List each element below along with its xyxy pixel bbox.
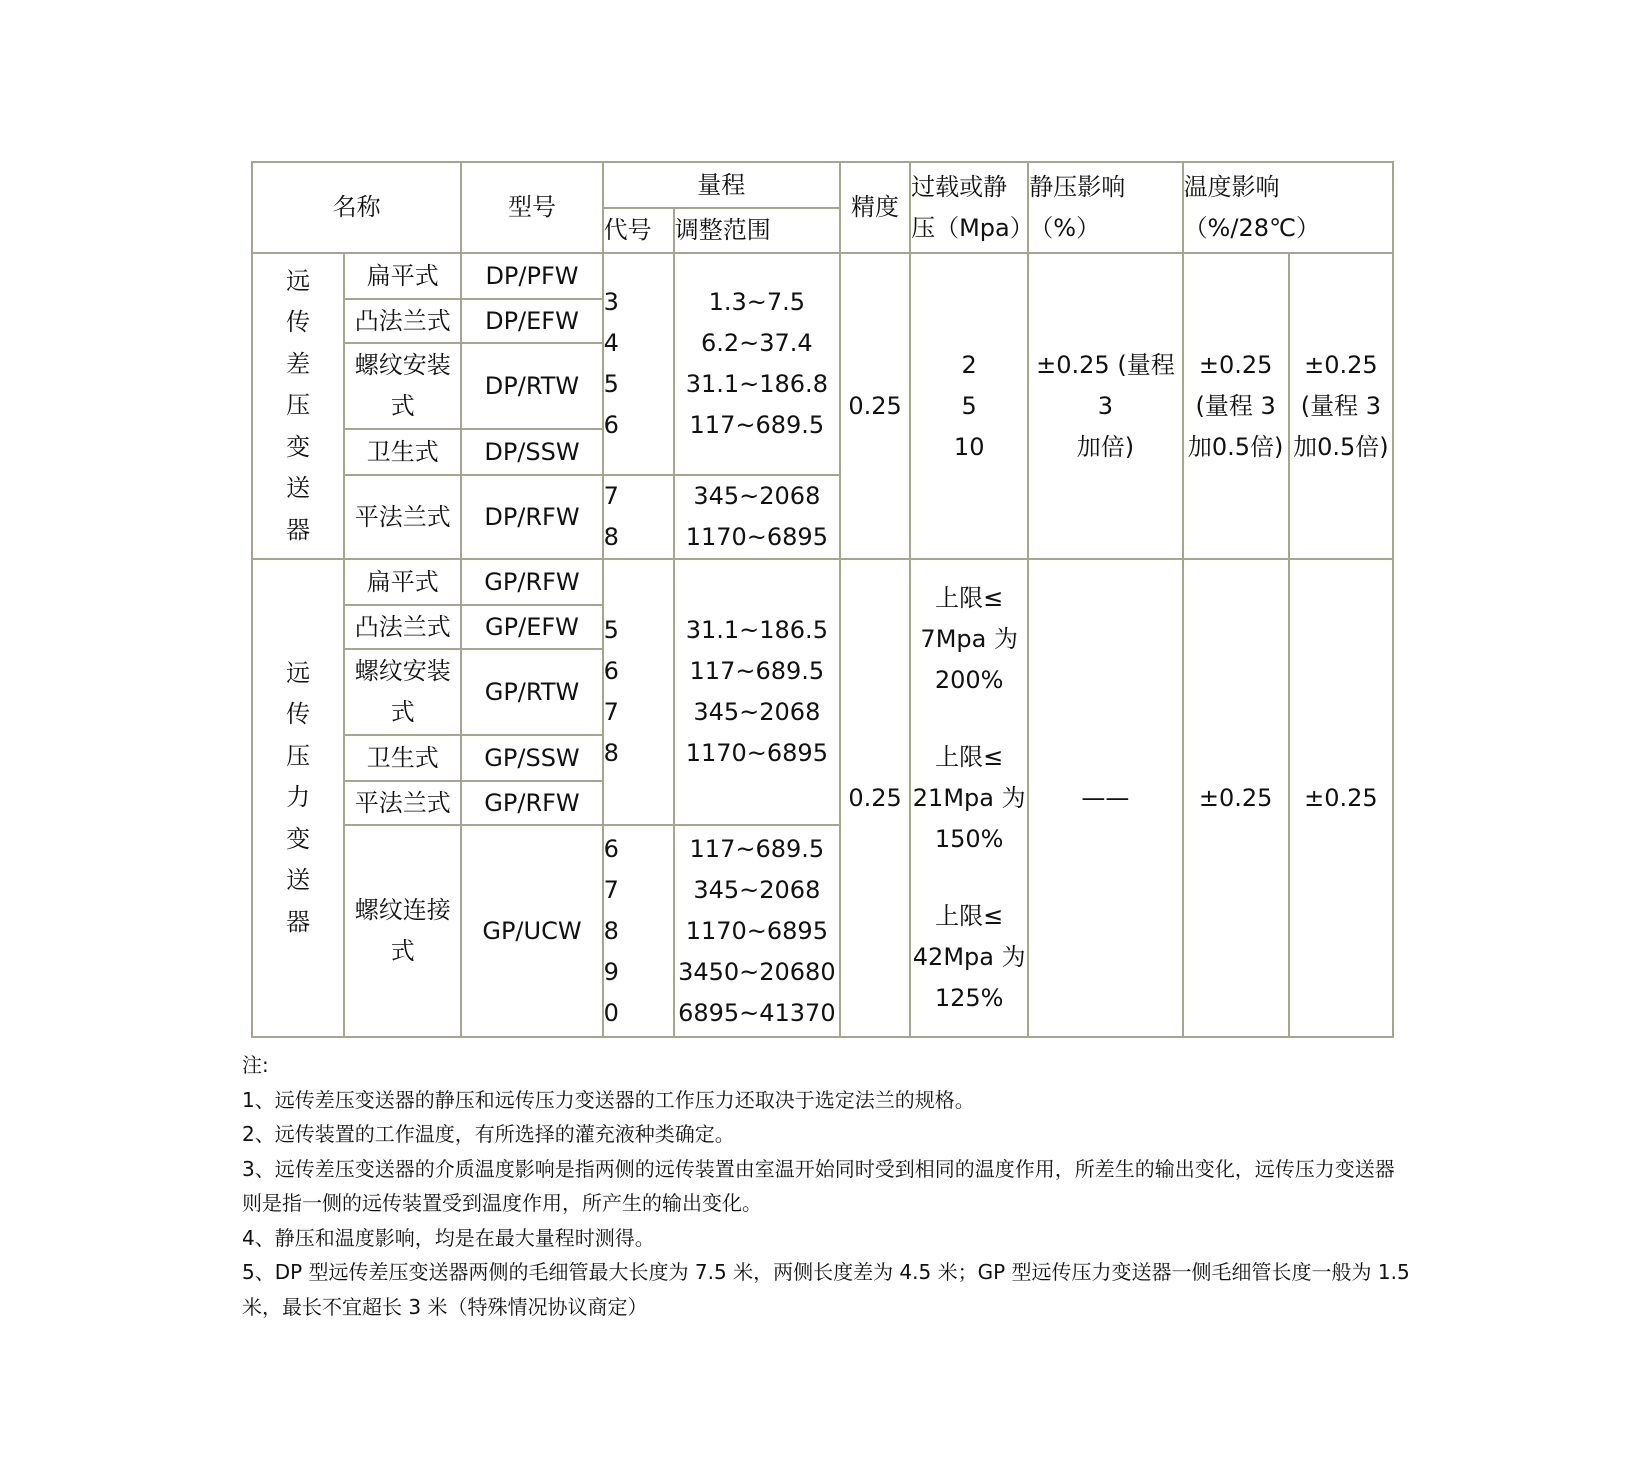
code: 8 <box>603 916 619 945</box>
gp-overload-line: 上限≤ <box>935 901 1004 930</box>
range: 1.3~7.5 <box>708 288 806 316</box>
gp-category-char: 远 <box>286 658 311 687</box>
gp-category-char: 变 <box>286 824 311 853</box>
gp-category-char: 器 <box>286 907 311 936</box>
gp-row-model: GP/RFW <box>461 781 602 825</box>
gp-overload-line: 7Mpa 为 <box>920 624 1018 653</box>
gp-row-name: 平法兰式 <box>344 781 461 825</box>
notes-title: 注: <box>242 1053 269 1077</box>
header-accuracy: 精度 <box>840 162 910 253</box>
gp-row-model: GP/SSW <box>461 735 602 781</box>
code: 8 <box>603 739 619 767</box>
dp-category-char: 远 <box>286 266 311 295</box>
range: 3450~20680 <box>678 957 836 986</box>
dp-overload-value: 5 <box>961 391 977 420</box>
gp-overload-line: 125% <box>934 983 1004 1012</box>
gp-row-name <box>344 825 461 1037</box>
range: 31.1~186.5 <box>685 616 828 644</box>
gp-row-model: GP/RFW <box>461 559 602 605</box>
gp-row-name: 凸法兰式 <box>344 605 461 649</box>
dp-static-line: 加倍) <box>1076 432 1135 461</box>
gp-row-name-line: 式 <box>390 698 415 726</box>
dp-temp-line: 加0.5倍) <box>1293 432 1389 461</box>
gp-static-effect: —— <box>1028 559 1182 1037</box>
note-item: 5、DP 型远传差压变送器两侧的毛细管最大长度为 7.5 米，两侧长度差为 4.5 米；GP 型远传压力变送器一侧毛细管长度一般为 1.5 米，最长不宜超长 3 米（特殊情况协议商定） <box>242 1260 1410 1319</box>
gp-temp-effect-a: ±0.25 <box>1183 559 1289 1037</box>
dp-temp-line: (量程 3 <box>1195 391 1276 420</box>
header-model: 型号 <box>461 162 602 253</box>
code: 6 <box>603 411 619 439</box>
gp-row-name: 扁平式 <box>344 559 461 605</box>
notes <box>242 1048 1412 1324</box>
gp-row-name <box>344 649 461 735</box>
dp-static-effect <box>1028 253 1182 559</box>
range: 345~2068 <box>693 875 821 904</box>
gp-overload-line: 上限≤ <box>935 583 1004 612</box>
gp-overload-line: 200% <box>934 665 1004 694</box>
header-range: 量程 <box>603 162 840 208</box>
header-overload-line1: 过载或静 <box>911 172 1008 201</box>
range: 117~689.5 <box>689 834 825 863</box>
code: 7 <box>603 698 619 726</box>
dp-row-model: DP/RTW <box>461 343 602 429</box>
code: 6 <box>603 834 619 863</box>
code: 4 <box>603 329 619 357</box>
code: 7 <box>603 875 619 904</box>
code: 6 <box>603 657 619 685</box>
dp-overload <box>910 253 1028 559</box>
dp-category-char: 传 <box>286 308 311 337</box>
gp-group2-codes <box>603 825 674 1037</box>
gp-group2-ranges <box>674 825 840 1037</box>
dp-category-char: 器 <box>286 515 311 544</box>
dp-row-name: 平法兰式 <box>344 475 461 559</box>
gp-category-char: 传 <box>286 700 311 729</box>
note-item: 4、静压和温度影响，均是在最大量程时测得。 <box>242 1225 655 1250</box>
note-item: 1、远传差压变送器的静压和远传压力变送器的工作压力还取决于选定法兰的规格。 <box>242 1087 975 1112</box>
range: 1170~6895 <box>685 523 828 551</box>
dp-group2-ranges <box>674 475 840 559</box>
gp-row-model: GP/UCW <box>461 825 602 1037</box>
gp-accuracy: 0.25 <box>840 559 910 1037</box>
dp-row-name <box>344 343 461 429</box>
dp-temp-line: (量程 3 <box>1300 391 1381 420</box>
dp-row-name-line: 式 <box>390 392 415 420</box>
dp-row-model: DP/RFW <box>461 475 602 559</box>
code: 3 <box>603 288 619 316</box>
dp-row-name: 凸法兰式 <box>344 299 461 343</box>
note-item: 2、远传装置的工作温度，有所选择的灌充液种类确定。 <box>242 1122 735 1146</box>
dp-row-name: 扁平式 <box>344 253 461 299</box>
dp-group1-codes <box>603 253 674 475</box>
gp-group1-ranges <box>674 559 840 825</box>
gp-overload <box>910 559 1028 1037</box>
dp-static-line: ±0.25 (量程 3 <box>1036 350 1175 420</box>
dp-temp-effect-a <box>1183 253 1289 559</box>
gp-category-char: 压 <box>286 741 311 770</box>
gp-row-model: GP/EFW <box>461 605 602 649</box>
dp-temp-line: 加0.5倍) <box>1187 432 1284 461</box>
range: 117~689.5 <box>689 657 825 685</box>
gp-group1-codes <box>603 559 674 825</box>
dp-overload-value: 10 <box>953 432 985 461</box>
header-name: 名称 <box>252 162 461 253</box>
dp-temp-line: ±0.25 <box>1198 350 1273 379</box>
header-range-adjust: 调整范围 <box>674 208 840 253</box>
dp-overload-value: 2 <box>961 350 977 379</box>
dp-category-char: 送 <box>286 474 311 503</box>
gp-overload-line: 42Mpa 为 <box>912 942 1026 971</box>
dp-accuracy: 0.25 <box>840 253 910 559</box>
header-temp-effect: 温度影响（%/28℃） <box>1183 162 1393 253</box>
gp-temp-effect-b: ±0.25 <box>1289 559 1393 1037</box>
dp-temp-effect-b <box>1289 253 1393 559</box>
dp-row-model: DP/PFW <box>461 253 602 299</box>
range: 1170~6895 <box>685 916 828 945</box>
gp-overload-line: 21Mpa 为 <box>912 783 1026 812</box>
spec-table <box>251 161 1394 1038</box>
code: 8 <box>603 523 619 551</box>
dp-group1-ranges <box>674 253 840 475</box>
gp-row-name-line: 螺纹安装 <box>354 657 451 685</box>
gp-row-name-line: 螺纹连接 <box>354 896 451 924</box>
gp-row-name: 卫生式 <box>344 735 461 781</box>
gp-category-char: 送 <box>286 866 311 895</box>
range: 345~2068 <box>693 482 821 510</box>
dp-row-name-line: 螺纹安装 <box>354 351 451 379</box>
dp-category-char: 差 <box>286 349 311 378</box>
dp-row-name: 卫生式 <box>344 429 461 475</box>
gp-row-name-line: 式 <box>390 937 415 965</box>
range: 31.1~186.8 <box>685 370 828 398</box>
header-range-code: 代号 <box>603 208 674 253</box>
gp-category-char: 力 <box>286 783 311 812</box>
range: 1170~6895 <box>685 739 828 767</box>
code: 0 <box>603 998 619 1027</box>
dp-row-model: DP/SSW <box>461 429 602 475</box>
gp-row-model: GP/RTW <box>461 649 602 735</box>
gp-category <box>252 559 344 1037</box>
code: 5 <box>603 370 619 398</box>
gp-overload-line: 上限≤ <box>935 742 1004 771</box>
dp-row-model: DP/EFW <box>461 299 602 343</box>
header-overload <box>910 162 1034 253</box>
code: 7 <box>603 482 619 510</box>
dp-temp-line: ±0.25 <box>1304 350 1378 379</box>
range: 345~2068 <box>693 698 821 726</box>
dp-category-char: 压 <box>286 391 311 420</box>
dp-category <box>252 253 344 559</box>
range: 117~689.5 <box>689 411 825 439</box>
code: 5 <box>603 616 619 644</box>
dp-group2-codes <box>603 475 674 559</box>
gp-overload-line: 150% <box>934 824 1004 853</box>
range: 6.2~37.4 <box>700 329 813 357</box>
dp-category-char: 变 <box>286 432 311 461</box>
code: 9 <box>603 957 619 986</box>
header-static-effect: 静压影响（%） <box>1028 162 1182 253</box>
note-item: 3、远传差压变送器的介质温度影响是指两侧的远传装置由室温开始同时受到相同的温度作用，所差生的输出变化，远传压力变送器则是指一侧的远传装置受到温度作用，所产生的输出变化。 <box>242 1156 1395 1215</box>
header-overload-line2: 压（Mpa） <box>911 213 1034 242</box>
range: 6895~41370 <box>678 998 836 1027</box>
